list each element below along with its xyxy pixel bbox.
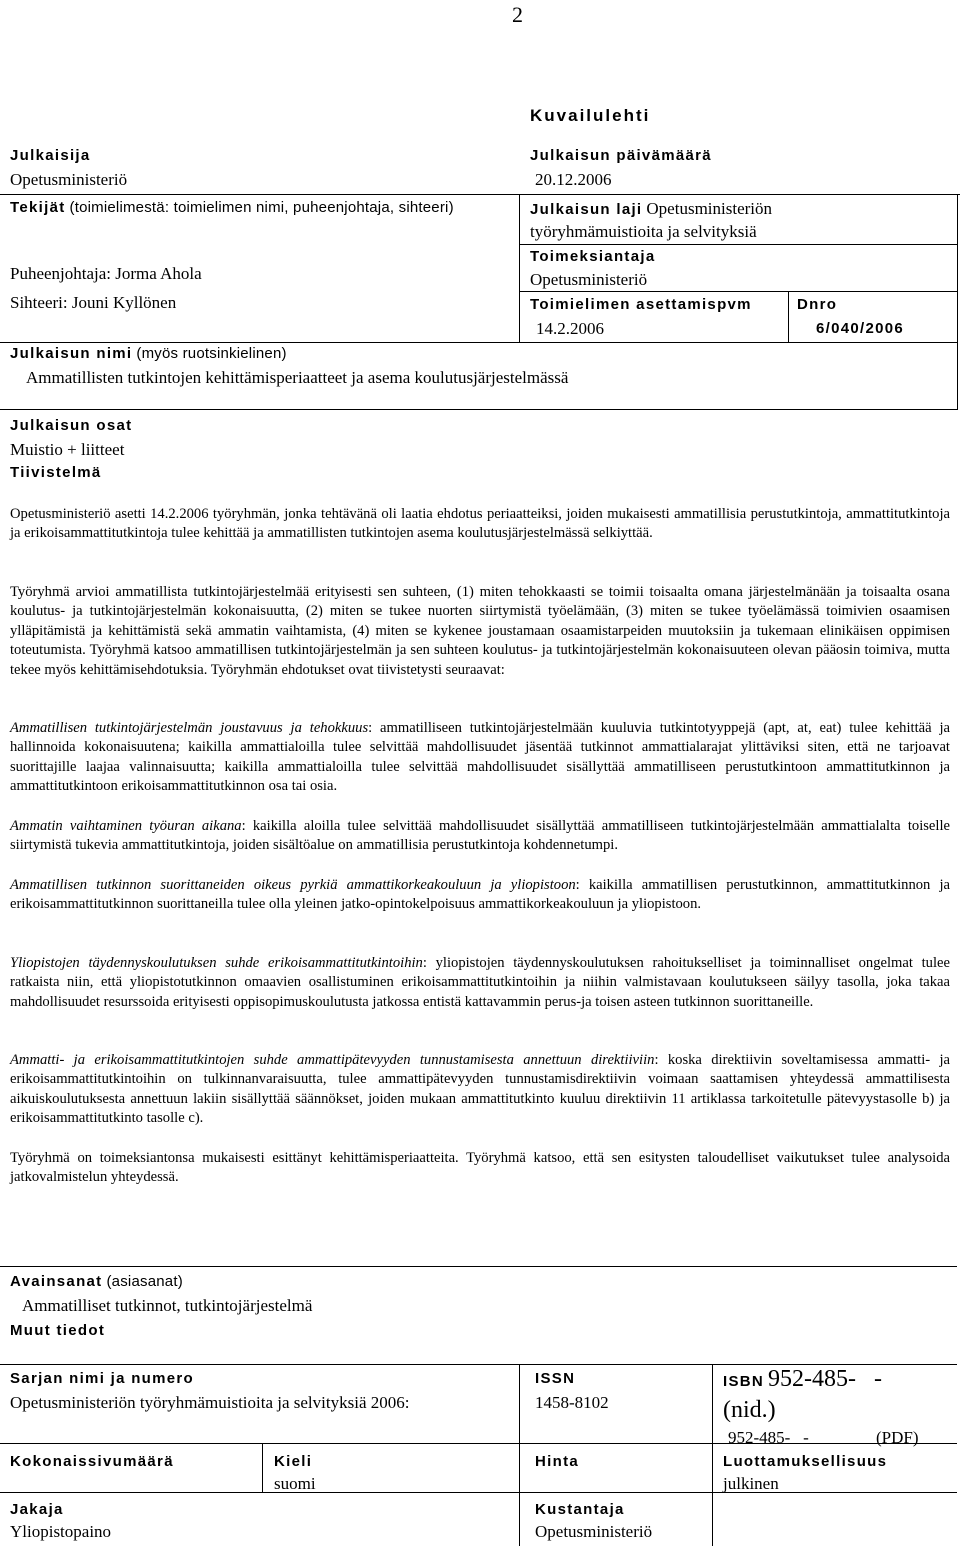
isbn-label: ISBN <box>723 1373 765 1390</box>
price-label: Hinta <box>535 1453 579 1470</box>
series-label: Sarjan nimi ja numero <box>10 1370 195 1387</box>
isbn-line-1 <box>723 1366 882 1393</box>
series-value: Opetusministeriön työryhmämuistioita ja selvityksiä 2006: <box>10 1393 410 1412</box>
keywords-value: Ammatilliset tutkinnot, tutkintojärjestelmä <box>22 1296 313 1315</box>
title-label: Julkaisun nimi <box>10 345 133 362</box>
publication-date-value: 20.12.2006 <box>535 170 612 189</box>
paragraph-4-lead: Ammatin vaihtaminen työuran aikana <box>10 818 242 834</box>
chair: Puheenjohtaja: Jorma Ahola <box>10 264 202 283</box>
publication-type-value-1: Opetusministeriön <box>646 199 773 218</box>
abstract-paragraph-4: Ammatin vaihtaminen työuran aikana: kaikilla aloilla tulee selvittää mahdollisuudet sisällyttää ammatilliseen tutkintojärjestelmään ammattialalta toiselle siirtymistä tukevia ammattitutkintoja, joiden sisältöalue on ammatillisia perustutkintoja kohdennetumpi. <box>10 818 950 854</box>
publisher-value: Opetusministeriö <box>10 170 128 189</box>
committee-date-value: 14.2.2006 <box>536 319 604 338</box>
language-value: suomi <box>274 1474 316 1493</box>
isbn-value-1-suffix: (nid.) <box>723 1397 776 1423</box>
abstract-paragraph-8: Työryhmä on toimeksiantonsa mukaisesti esittänyt kehittämisperiaatteita. Työryhmä katsoo, että sen esitysten taloudelliset vaikutukset tulee analysoida jatkovalmistelun yhteydessä. <box>10 1150 950 1186</box>
abstract-paragraph-5: Ammatillisen tutkinnon suorittaneiden oikeus pyrkiä ammattikorkeakouluun ja yliopistoon: kaikilla ammatillisen perustutkinnon, ammattitutkinnon ja erikoisammattitutkinnon suorittaneilla tulee olla yleinen jatko-opintokelpoisuus ammattikorkeakouluun ja yliopistoon. <box>10 877 951 913</box>
title-heading <box>10 345 287 363</box>
abstract-paragraph-2: Työryhmä arvioi ammatillista tutkintojärjestelmää erityisesti sen suhteen, (1) miten tehokkaasti se toimii toisaalta omana järjestelmänään ja toisaalta osana koulutus- ja tutkintojärjestelmän kokonaisuutta, (2) miten se tukee nuorten siirtymistä työelämään, (3) miten se tukee työelämässä toimivien osaamisen ylläpitämistä ja kehittämistä sekä ammatin vaihtamista, (4) miten se kykenee joustamaan osaamistarpeiden muutoksiin ja tukemaan elinikäisen oppimisen toteutumista. Työryhmä katsoo ammatillisen tutkintojärjestelmän ja sen suhteen koulutus- ja tutkintojärjestelmän kokonaisuuteen olevan pääosin toimiva, mutta tekee myös kehittämisehdotuksia. Työryhmän ehdotukset ovat tiivistetysti seuraavat: <box>10 584 950 678</box>
publication-type-value-2: työryhmämuistioita ja selvityksiä <box>530 222 757 241</box>
commissioner-label: Toimeksiantaja <box>530 248 656 265</box>
dnro-label: Dnro <box>797 296 838 313</box>
keywords-label-note: (asiasanat) <box>106 1273 183 1290</box>
dnro-value: 6/040/2006 <box>816 320 905 337</box>
authors-heading <box>10 199 454 217</box>
committee-date-label: Toimielimen asettamispvm <box>530 296 752 313</box>
issn-value: 1458-8102 <box>535 1393 609 1412</box>
publisher2-value: Opetusministeriö <box>535 1522 653 1541</box>
isbn-value-2: 952-485- - <box>728 1428 809 1447</box>
issn-label: ISSN <box>535 1370 576 1387</box>
abstract-paragraph-6: Yliopistojen täydennyskoulutuksen suhde erikoisammattitutkintoihin: yliopistojen täydennyskoulutuksen rahoitukselliset ja toiminnalliset ongelmat tulee ratkaista niin, että yliopistotutkinnon omaavien osallistuminen erikoisammattitutkintoihin ja niihin valmistavaan koulutukseen säilyy tasolla, joka takaa mahdollisuudet resurssoida erityisesti oppisopimuskoulutusta jatkossa entistä kattavammin perus-ja toisen asteen tutkinnon suorittaneille. <box>10 955 950 1010</box>
page-count-label: Kokonaissivumäärä <box>10 1453 174 1470</box>
paragraph-5-lead: Ammatillisen tutkinnon suorittaneiden oikeus pyrkiä ammattikorkeakouluun ja yliopistoon <box>10 877 576 893</box>
paragraph-7-lead: Ammatti- ja erikoisammattitutkintojen suhde ammattipätevyyden tunnustamisesta annettuun direktiiviin <box>10 1052 655 1068</box>
publisher-label: Julkaisija <box>10 147 91 164</box>
secretary: Sihteeri: Jouni Kyllönen <box>10 293 177 312</box>
publisher2-label: Kustantaja <box>535 1501 625 1518</box>
publication-type-label: Julkaisun laji <box>530 201 643 218</box>
abstract-paragraph-3: Ammatillisen tutkintojärjestelmän joustavuus ja tehokkuus: ammatilliseen tutkintojärjestelmään kuuluvia tutkintotyyppejä (apt, at, eat) tulee kehittää ja hallinnoida kokonaisuutena; kaikilla ammattialoilla tulee selvittää mahdollisuudet jäsentää tutkinnot ammattialarajat ylittäviksi siten, että ne tarjoavat suorittajille laajaa valinnaisuutta; kaikilla ammattialoilla tulee selvittää mahdollisuudet sisällyttää ammatilliseen perustutkintoon ammattitutkinnon ja ammattitutkintoon erikoisammattitutkinnon osa tai osia. <box>10 720 950 795</box>
authors-label: Tekijät <box>10 199 66 216</box>
parts-value: Muistio + liitteet <box>10 440 125 459</box>
distributor-label: Jakaja <box>10 1501 64 1518</box>
keywords-heading <box>10 1273 183 1291</box>
paragraph-3-lead: Ammatillisen tutkintojärjestelmän joustavuus ja tehokkuus <box>10 720 369 736</box>
paragraph-6-lead: Yliopistojen täydennyskoulutuksen suhde erikoisammattitutkintoihin <box>10 955 423 971</box>
keywords-label: Avainsanat <box>10 1273 103 1290</box>
confidentiality-value: julkinen <box>723 1474 779 1493</box>
other-info-label: Muut tiedot <box>10 1322 106 1339</box>
authors-label-note: (toimielimestä: toimielimen nimi, puheenjohtaja, sihteeri) <box>69 199 454 216</box>
commissioner-value: Opetusministeriö <box>530 270 648 289</box>
distributor-value: Yliopistopaino <box>10 1522 112 1541</box>
sheet-title: Kuvailulehti <box>530 106 651 125</box>
confidentiality-label: Luottamuksellisuus <box>723 1453 888 1470</box>
abstract-paragraph-1: Opetusministeriö asetti 14.2.2006 työryhmän, jonka tehtävänä oli laatia ehdotus periaatteiksi, joiden mukaisesti ammatillisia perustutkintoja, ammattitutkintoja ja erikoisammattitutkintoja tulee kehittää ja ammatillisten tutkintojen asema koulutusjärjestelmässä selkiyttää. <box>10 506 950 542</box>
abstract-paragraph-7: Ammatti- ja erikoisammattitutkintojen suhde ammattipätevyyden tunnustamisesta annettuun direktiiviin: koska direktiivin soveltamisessa ammatti- ja erikoisammattitutkintoihin on tulkinnanvaraisuutta, tulee ammattipätevyyden tunnustamisdirektiivin voimaan saattamisen yhteydessä ammattilisesta aikuiskoulutuksesta annettuun lakiin sisällyttää säännökset, joiden mukaan ammattitutkinto kuuluu direktiivin 11 artiklassa tarkoitetulle pätevyystasolle b) ja erikoisammattitutkinto tasolle c). <box>10 1052 951 1127</box>
language-label: Kieli <box>274 1453 313 1470</box>
page-number: 2 <box>512 2 523 27</box>
isbn-value-1: 952-485- - <box>768 1366 883 1392</box>
abstract-label: Tiivistelmä <box>10 464 102 481</box>
publication-date-label: Julkaisun päivämäärä <box>530 147 712 164</box>
parts-label: Julkaisun osat <box>10 417 133 434</box>
isbn-value-2-suffix: (PDF) <box>876 1428 919 1447</box>
publication-type <box>530 199 772 219</box>
title-label-note: (myös ruotsinkielinen) <box>136 345 287 362</box>
title-value: Ammatillisten tutkintojen kehittämisperiaatteet ja asema koulutusjärjestelmässä <box>26 368 569 387</box>
